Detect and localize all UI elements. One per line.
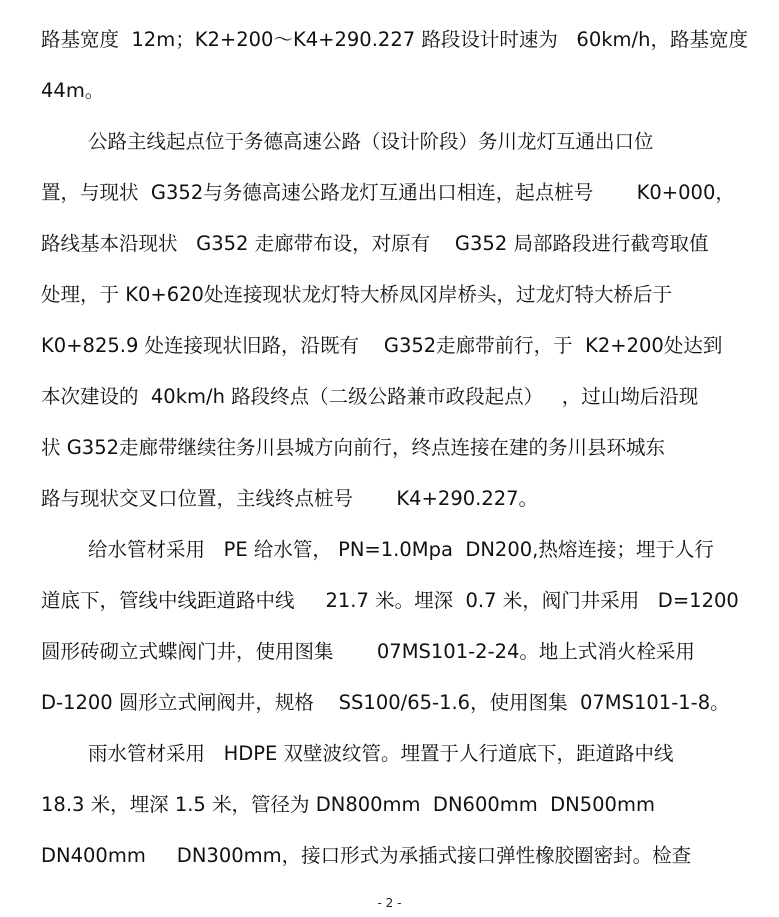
text-line: 置，与现状 G352与务德高速公路龙灯互通出口相连，起点桩号 K0+000， bbox=[41, 181, 735, 204]
text-line: 路线基本沿现状 G352 走廊带布设，对原有 G352 局部路段进行截弯取值 bbox=[41, 232, 709, 255]
text-line: K0+825.9 处连接现状旧路，沿既有 G352走廊带前行，于 K2+200处达到 bbox=[41, 334, 723, 357]
text-line: D-1200 圆形立式闸阀井，规格 SS100/65-1.6，使用图集 07MS101-1-8。 bbox=[41, 691, 730, 714]
text-line: 44m。 bbox=[41, 79, 105, 102]
text-line: 圆形砖砌立式蝶阀门井，使用图集 07MS101-2-24。地上式消火栓采用 bbox=[41, 640, 695, 663]
paragraph-start-line: 雨水管材采用 HDPE 双壁波纹管。埋置于人行道底下，距道路中线 bbox=[88, 742, 674, 765]
paragraph-start-line: 公路主线起点位于务德高速公路（设计阶段）务川龙灯互通出口位 bbox=[88, 130, 654, 153]
text-line: 路与现状交叉口位置，主线终点桩号 K4+290.227。 bbox=[41, 487, 539, 510]
text-line: 18.3 米，埋深 1.5 米，管径为 DN800mm DN600mm DN500mm bbox=[41, 793, 655, 816]
text-line: DN400mm DN300mm，接口形式为承插式接口弹性橡胶圈密封。检查 bbox=[41, 844, 692, 867]
text-line: 处理，于 K0+620处连接现状龙灯特大桥凤冈岸桥头，过龙灯特大桥后于 bbox=[41, 283, 672, 306]
text-line: 本次建设的 40km/h 路段终点（二级公路兼市政段起点） ，过山坳后沿现 bbox=[41, 385, 699, 408]
text-line: 状 G352走廊带继续往务川县城方向前行，终点连接在建的务川县环城东 bbox=[41, 436, 666, 459]
paragraph-start-line: 给水管材采用 PE 给水管， PN=1.0Mpa DN200,热熔连接；埋于人行 bbox=[88, 538, 714, 561]
page-number: - 2 - bbox=[377, 896, 402, 910]
text-line: 道底下，管线中线距道路中线 21.7 米。埋深 0.7 米，阀门井采用 D=1200 bbox=[41, 589, 739, 612]
text-line: 路基宽度 12m；K2+200～K4+290.227 路段设计时速为 60km/h，路基宽度 bbox=[41, 28, 748, 51]
